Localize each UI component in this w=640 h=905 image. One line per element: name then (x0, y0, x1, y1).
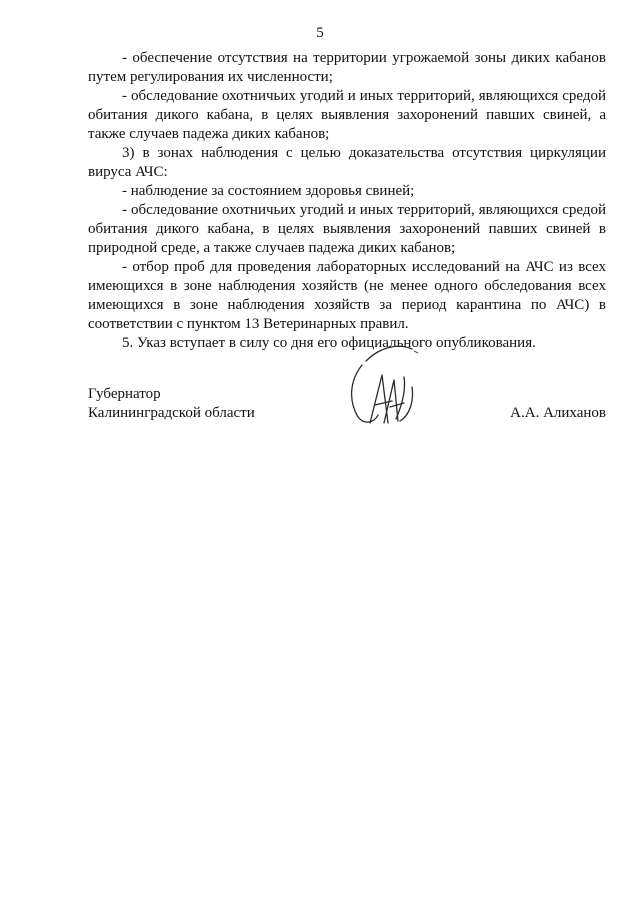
paragraph: 3) в зонах наблюдения с целью доказательства отсутствия циркуляции вируса АЧС: (88, 145, 606, 180)
paragraph: - отбор проб для проведения лабораторных исследований на АЧС из всех имеющихся в зоне наблюдения хозяйств (не менее одного обследования всех имеющихся в зоне наблюдения хозяйств за период карантина по АЧС) в соответствии с пунктом 13 Ветеринарных правил. (88, 259, 606, 332)
paragraph: - обеспечение отсутствия на территории угрожаемой зоны диких кабанов путем регулирования их численности; (88, 50, 606, 85)
signatory-title-line: Калининградской области (88, 405, 255, 421)
paragraph: - обследование охотничьих угодий и иных территорий, являющихся средой обитания дикого кабана, в целях выявления захоронений павших свиней в природной среде, а также случаев падежа диких кабанов; (88, 202, 606, 256)
paragraph: - обследование охотничьих угодий и иных территорий, являющихся средой обитания дикого кабана, в целях выявления захоронений павших свиней, а также случаев падежа диких кабанов; (88, 88, 606, 142)
page-number: 5 (316, 25, 324, 41)
paragraph: - наблюдение за состоянием здоровья свиней; (122, 183, 415, 199)
signatory-title-line: Губернатор (88, 386, 161, 402)
paragraph: 5. Указ вступает в силу со дня его официального опубликования. (122, 335, 536, 351)
signature-block (88, 385, 606, 445)
signatory-name: А.А. Алиханов (510, 405, 606, 421)
document-body (88, 49, 606, 353)
signatory-title (88, 385, 255, 423)
